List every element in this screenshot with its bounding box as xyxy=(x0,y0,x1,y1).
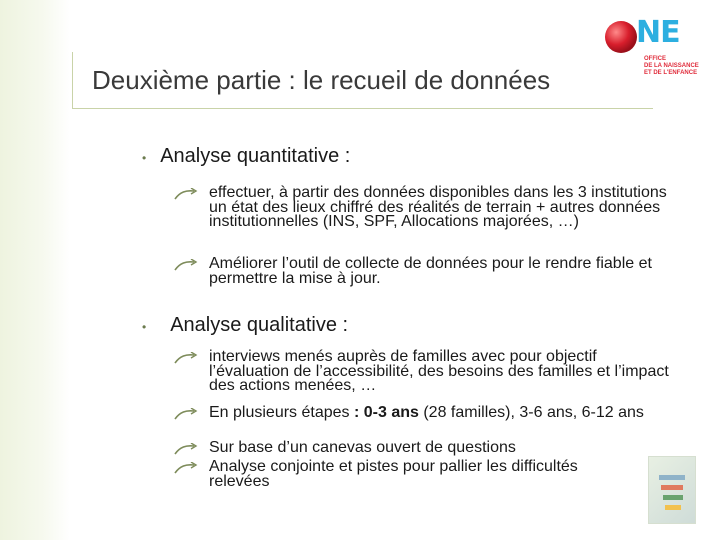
list-item: interviews menés auprès de familles avec pour objectif l’évaluation de l’accessibilité, des besoins des familles et l’impact des actions menées, … xyxy=(174,350,674,394)
slide-title: Deuxième partie : le recueil de données xyxy=(92,65,551,95)
logo-subtitle-line-3: ET DE L'ENFANCE xyxy=(644,70,698,76)
list-item: Améliorer l’outil de collecte de données pour le rendre fiable et permettre la mise à jour. xyxy=(174,257,674,286)
swoosh-arrow-icon xyxy=(174,408,198,421)
section-heading-quantitative: • Analyse quantitative : xyxy=(142,145,351,167)
bullet-dot: • xyxy=(142,320,147,334)
list-item: Analyse conjointe et pistes pour pallier les difficultés relevées xyxy=(174,460,619,489)
bar-graphic-icon xyxy=(649,457,695,523)
swoosh-arrow-icon xyxy=(174,443,198,456)
swoosh-arrow-icon xyxy=(174,259,198,272)
decorative-thumbnail-image xyxy=(648,456,696,524)
swoosh-arrow-icon xyxy=(174,188,198,201)
highlight-age-range: : 0-3 ans xyxy=(353,404,419,421)
list-item: Sur base d’un canevas ouvert de questions xyxy=(174,441,674,456)
logo-subtitle-line-2: DE LA NAISSANCE xyxy=(644,63,699,69)
logo-subtitle-line-1: OFFICE xyxy=(644,56,666,62)
section-heading-qualitative: • Analyse qualitative : xyxy=(142,314,349,336)
left-decorative-band xyxy=(0,0,70,540)
bullet-dot: • xyxy=(142,151,147,165)
logo-wordmark: NE xyxy=(636,15,680,50)
list-item: effectuer, à partir des données disponibles dans les 3 institutions un état des lieux chiffré des réalités de terrain + autres données institutionnelles (INS, SPF, Allocations majorées, …) xyxy=(174,186,674,230)
list-item: En plusieurs étapes : 0-3 ans (28 familles), 3-6 ans, 6-12 ans xyxy=(174,406,674,421)
one-logo xyxy=(604,16,704,80)
swoosh-arrow-icon xyxy=(174,352,198,365)
swoosh-arrow-icon xyxy=(174,462,198,475)
logo-sphere-icon xyxy=(604,20,638,54)
